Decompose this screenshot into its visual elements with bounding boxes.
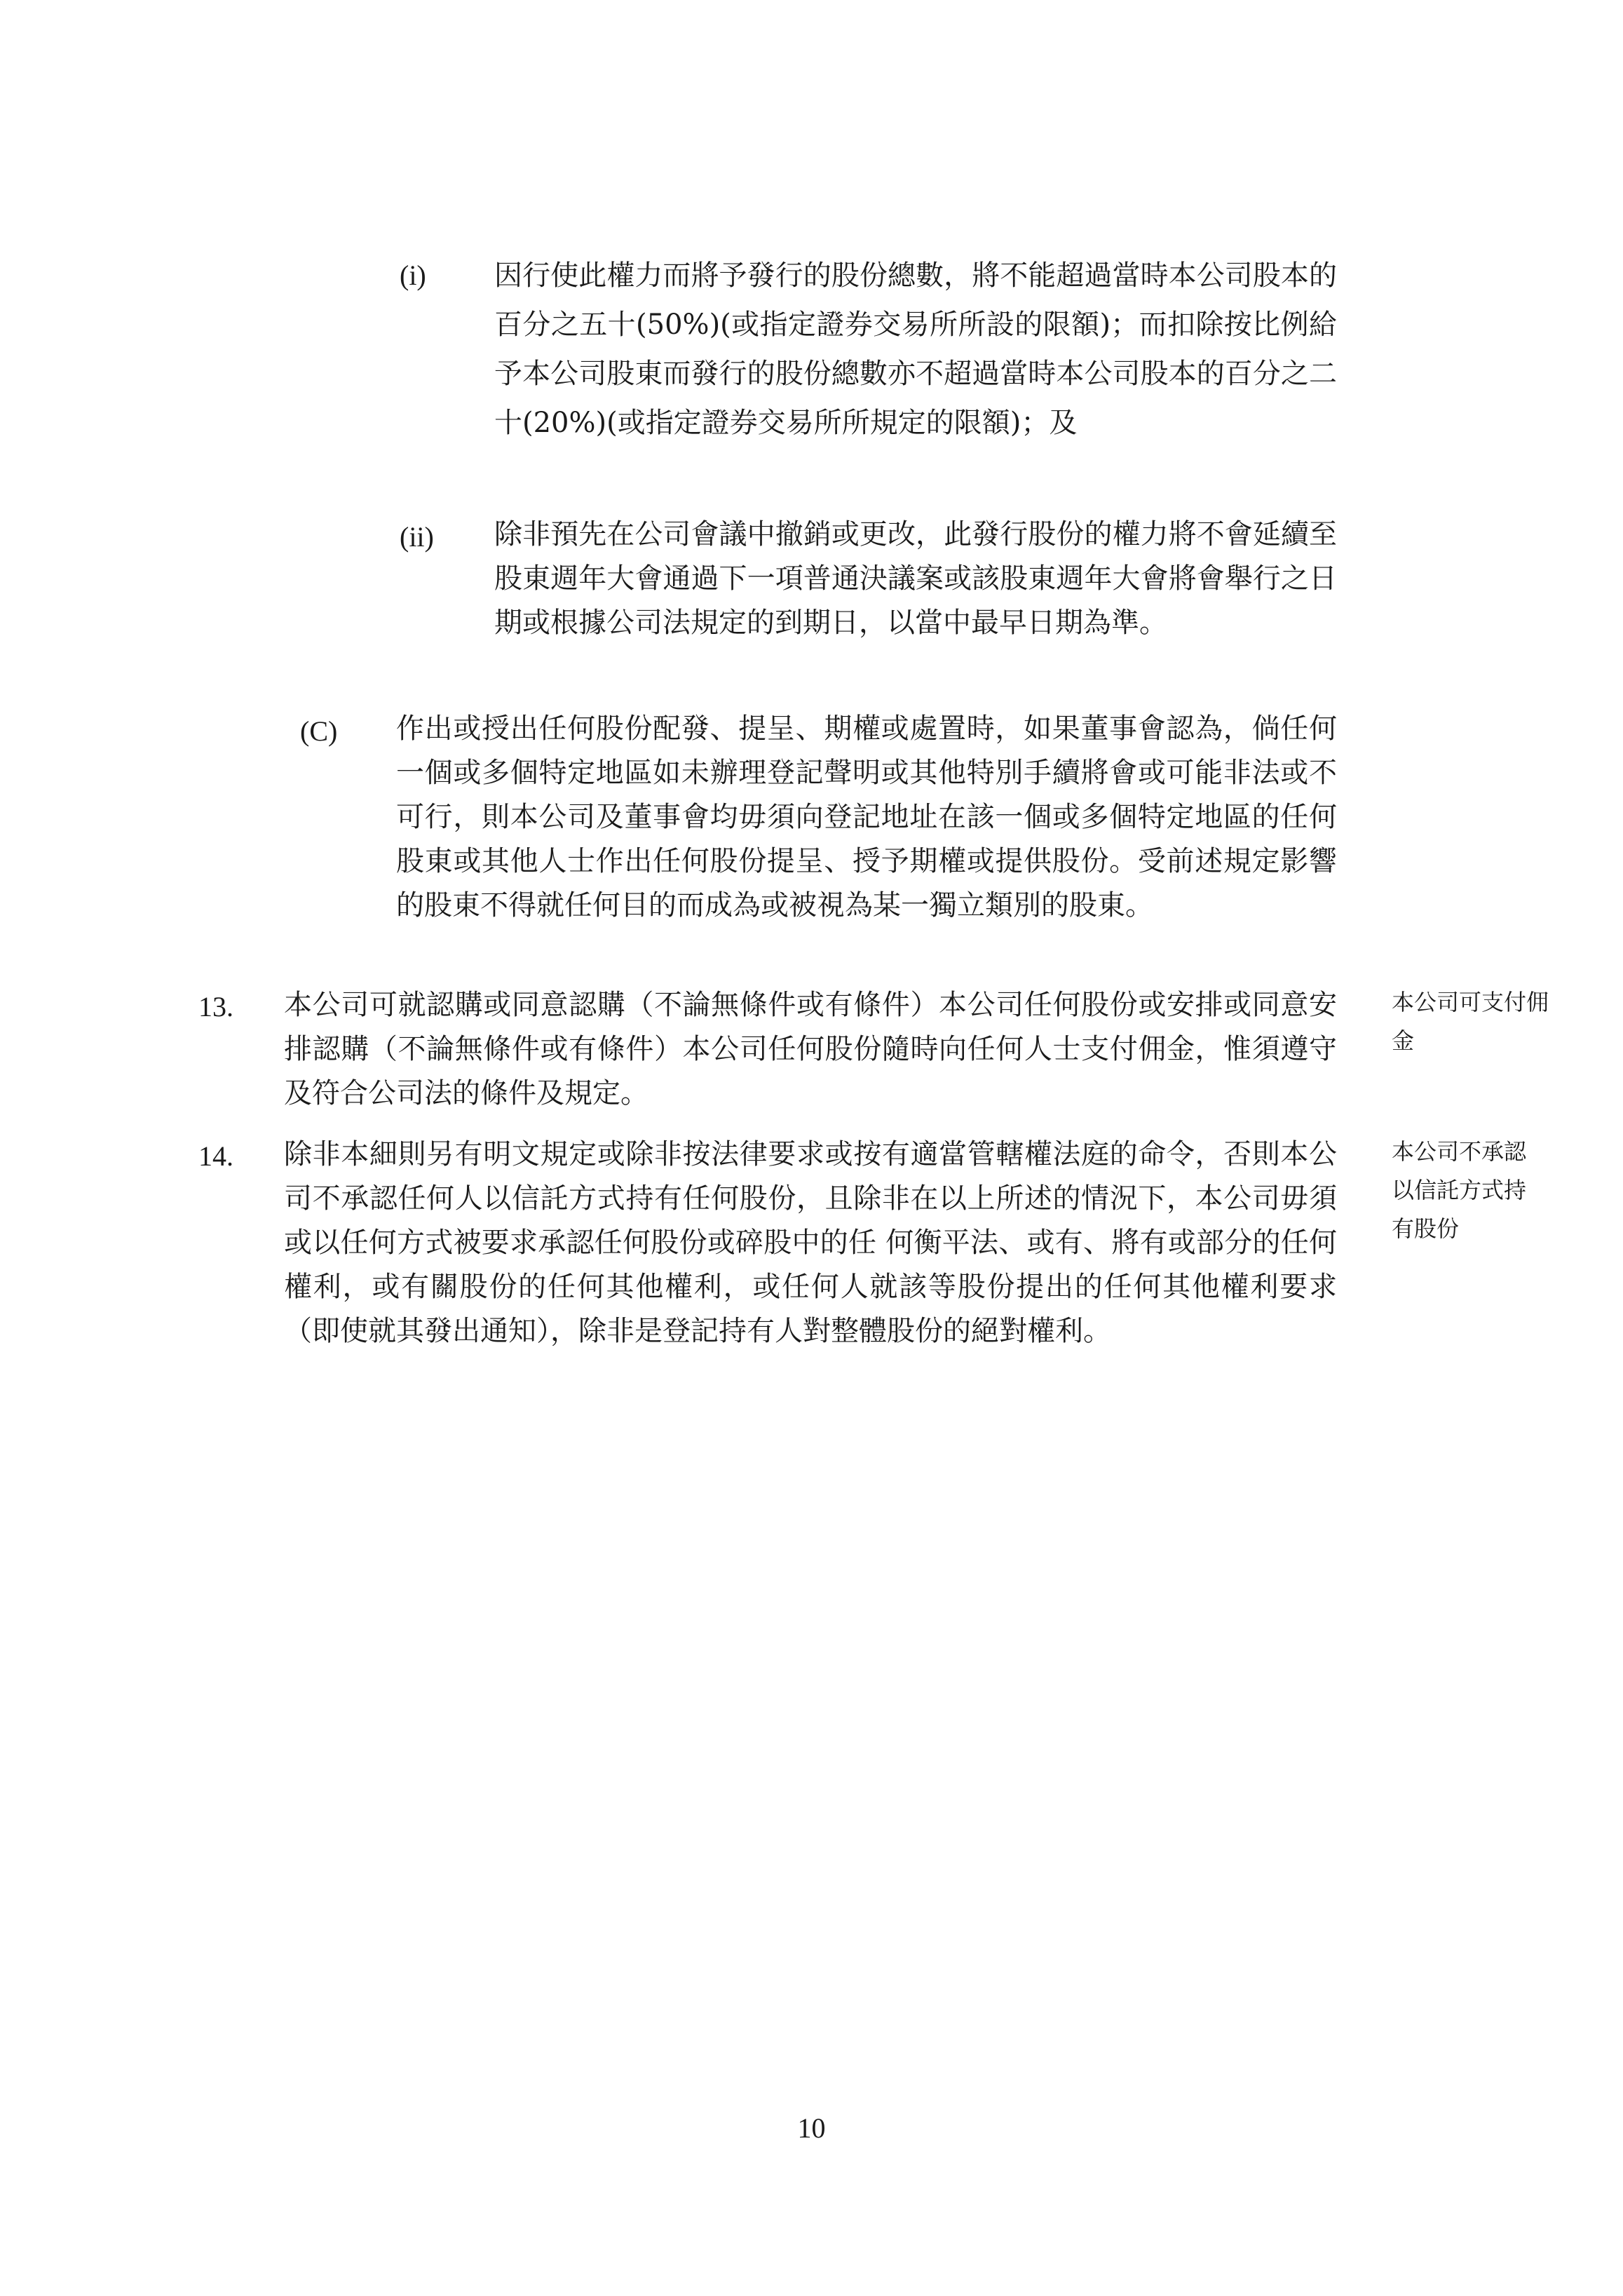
article-13-text: 本公司可就認購或同意認購（不論無條件或有條件）本公司任何股份或安排或同意安排認購（不論無條件或有條件）本公司任何股份隨時向任何人士支付佣金，惟須遵守及符合公司法的條件及規定。 [284, 989, 1337, 1109]
article-13-side-note: 本公司可支付佣金 [1392, 989, 1549, 1054]
paragraph-text-c: 作出或授出任何股份配發、提呈、期權或處置時，如果董事會認為，倘任何一個或多個特定地區如未辦理登記聲明或其他特別手續將會或可能非法或不可行，則本公司及董事會均毋須向登記地址在該一個或多個特定地區的任何股東或其他人士作出任何股份提呈、授予期權或提供股份。受前述規定影響的股東不得就任何目的而成為或被視為某一獨立類別的股東。 [396, 713, 1337, 921]
subclause-text-i: 因行使此權力而將予發行的股份總數，將不能超過當時本公司股本的百分之五十(50%)(或指定證券交易所所設的限額)；而扣除按比例給予本公司股東而發行的股份總數亦不超過當時本公司股本的百分之二十(20%)(或指定證券交易所所規定的限額)；及 [494, 259, 1337, 439]
article-13-number: 13. [198, 991, 233, 1022]
subclause-label-ii: (ii) [400, 521, 434, 553]
paragraph-label-c: (C) [300, 715, 338, 747]
page-number: 10 [797, 2112, 826, 2144]
subclause-text-ii: 除非預先在公司會議中撤銷或更改，此發行股份的權力將不會延續至股東週年大會通過下一項普通決議案或該股東週年大會將會舉行之日期或根據公司法規定的到期日，以當中最早日期為準。 [494, 518, 1337, 639]
article-14-text: 除非本細則另有明文規定或除非按法律要求或按有適當管轄權法庭的命令，否則本公司不承認任何人以信託方式持有任何股份，且除非在以上所述的情況下，本公司毋須或以任何方式被要求承認任何股份或碎股中的任 何衡平法、或有、將有或部分的任何權利，或有關股份的任何其他權利，或任何人就該等股份提出的任何其他權利要求（即使就其發出通知），除非是登記持有人對整體股份的絕對權利。 [284, 1138, 1337, 1347]
article-14-number: 14. [198, 1140, 233, 1172]
article-14-side-note: 本公司不承認以信託方式持有股份 [1392, 1138, 1527, 1242]
subclause-label-i: (i) [400, 259, 426, 291]
